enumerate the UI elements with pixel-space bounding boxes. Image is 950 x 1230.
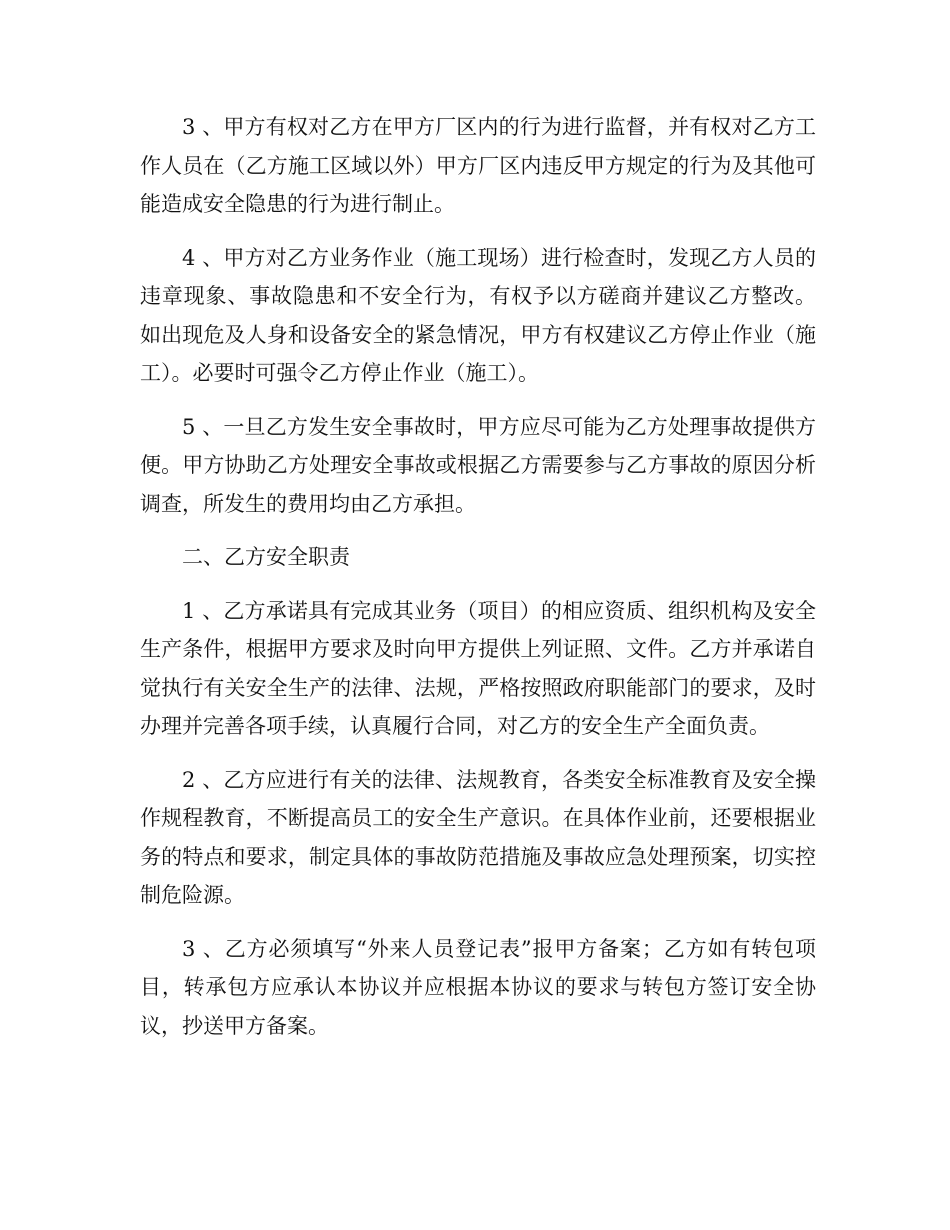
paragraph-party-b-2: 2 、乙方应进行有关的法律、法规教育，各类安全标准教育及安全操作规程教育，不断提高员工的安全生产意识。在具体作业前，还要根据业务的特点和要求，制定具体的事故防范措施及事故应急处理预案，切实控制危险源。 — [140, 767, 816, 907]
paragraph-party-b-3: 3 、乙方必须填写“外来人员登记表”报甲方备案；乙方如有转包项目，转承包方应承认本协议并应根据本协议的要求与转包方签订安全协议，抄送甲方备案。 — [140, 936, 816, 1038]
document-body — [140, 108, 816, 1060]
paragraph-party-b-1: 1 、乙方承诺具有完成其业务（项目）的相应资质、组织机构及安全生产条件，根据甲方要求及时向甲方提供上列证照、文件。乙方并承诺自觉执行有关安全生产的法律、法规，严格按照政府职能部门的要求，及时办理并完善各项手续，认真履行合同，对乙方的安全生产全面负责。 — [140, 598, 816, 738]
section-heading-party-b-safety: 二、乙方安全职责 — [182, 545, 350, 569]
paragraph-party-a-4: 4 、甲方对乙方业务作业（施工现场）进行检查时，发现乙方人员的违章现象、事故隐患和不安全行为，有权予以方磋商并建议乙方整改。 如出现危及人身和设备安全的紧急情况，甲方有权建议乙方停止作业（施工）。必要时可强令乙方停止作业（施工）。 — [140, 245, 816, 385]
paragraph-party-a-3: 3 、甲方有权对乙方在甲方厂区内的行为进行监督，并有权对乙方工作人员在（乙方施工区域以外）甲方厂区内违反甲方规定的行为及其他可能造成安全隐患的行为进行制止。 — [140, 115, 816, 216]
paragraph-party-a-5: 5 、一旦乙方发生安全事故时，甲方应尽可能为乙方处理事故提供方便。甲方协助乙方处理安全事故或根据乙方需要参与乙方事故的原因分析调查，所发生的费用均由乙方承担。 — [140, 414, 816, 516]
